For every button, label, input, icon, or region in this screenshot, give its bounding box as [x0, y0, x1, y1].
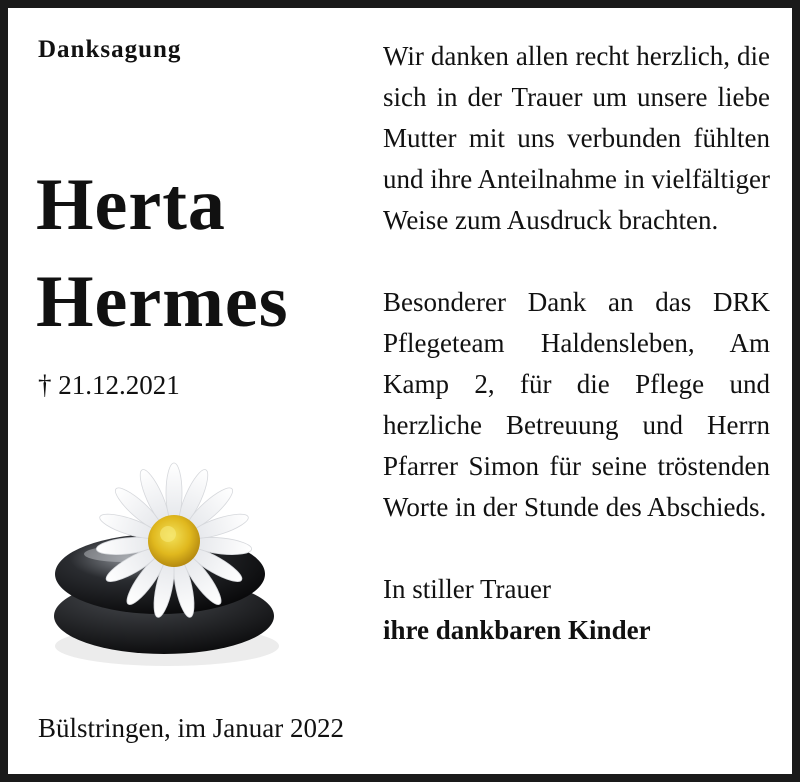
death-date: † 21.12.2021: [38, 370, 180, 400]
deceased-first-name: Herta: [36, 164, 226, 246]
closing: [383, 569, 770, 651]
daisy-on-stone-icon: [42, 456, 282, 676]
special-thanks-paragraph: Besonderer Dank an das DRK Pflegeteam Haldensleben, Am Kamp 2, für die Pflege und herzliche Betreuung und Herrn Pfarrer Simon für seine tröstenden Worte in der Stunde des Abschieds.: [383, 287, 770, 522]
deceased-last-name: Hermes: [36, 261, 289, 343]
place-and-date: Bülstringen, im Januar 2022: [38, 713, 344, 743]
closing-phrase: In stiller Trauer: [383, 574, 551, 604]
thanks-paragraph: Wir danken allen recht herzlich, die sich in der Trauer um unsere liebe Mutter mit uns verbunden fühlten und ihre Anteilnahme in vielfältiger Weise zum Ausdruck brachten.: [383, 41, 770, 235]
signatories: ihre dankbaren Kinder: [383, 615, 651, 645]
notice-heading: Danksagung: [38, 36, 182, 63]
message-column: [383, 36, 770, 651]
